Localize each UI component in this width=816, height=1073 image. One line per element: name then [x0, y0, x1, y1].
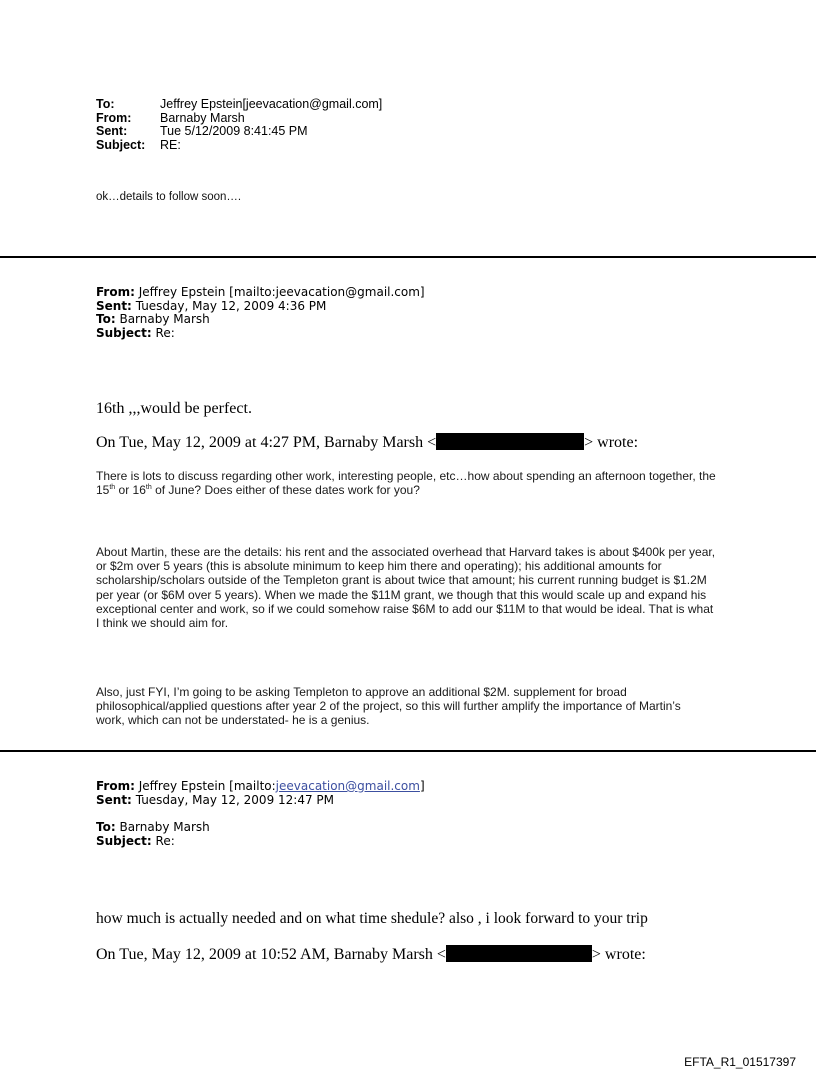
email1-subject-label: Subject: [96, 137, 146, 152]
email3-subject-row [96, 835, 425, 849]
email1-from-label: From: [96, 110, 132, 125]
email1-to-value: Jeffrey Epstein[jeevacation@gmail.com] [160, 97, 383, 111]
email3-from-label: From: [96, 779, 135, 793]
email3-header [96, 780, 425, 848]
email3-to-value: Barnaby Marsh [119, 820, 210, 834]
email2-quote-line [96, 433, 638, 452]
email1-to-row [96, 98, 382, 112]
email2-sent-value: Tuesday, May 12, 2009 4:36 PM [135, 298, 327, 313]
email2-para1 [96, 469, 716, 497]
email1-header [96, 98, 382, 152]
document-id: EFTA_R1_01517397 [684, 1055, 796, 1069]
email1-body: ok…details to follow soon…. [96, 191, 242, 203]
email2-header [96, 286, 425, 340]
email1-subject-row [96, 139, 382, 153]
divider-2 [0, 750, 816, 752]
email1-sent-row [96, 125, 382, 139]
redaction-box [446, 945, 592, 962]
email2-para1-c: of June? Does either of these dates work for you? [151, 483, 420, 498]
email3-from-post: ] [419, 779, 425, 793]
email2-to-label: To: [96, 312, 116, 326]
email1-from-row [96, 112, 382, 126]
email2-para1-a: There is lots to discuss regarding other work, interesting people, etc…how about spending an afternoon together, the 15 [96, 469, 716, 498]
email1-subject-value: RE: [160, 137, 181, 152]
email2-from-label: From: [96, 285, 135, 299]
email2-from-row [96, 286, 425, 300]
email1-sent-label: Sent: [96, 124, 128, 138]
email2-subject-label: Subject: [96, 325, 152, 340]
email2-para1-sup2: th [145, 484, 152, 492]
email3-subject-value: Re: [155, 833, 175, 848]
email3-quote-line [96, 945, 646, 964]
email3-quote-post: > wrote: [591, 946, 646, 963]
email3-sent-value: Tuesday, May 12, 2009 12:47 PM [135, 792, 334, 807]
email3-sent-row [96, 794, 425, 808]
redaction-box [436, 433, 584, 450]
email2-sent-label: Sent: [96, 298, 132, 313]
email1-from-value: Barnaby Marsh [160, 110, 245, 125]
email3-to-row [96, 821, 425, 835]
email2-para1-sup1: th [109, 484, 116, 492]
email3-quote-pre: On Tue, May 12, 2009 at 10:52 AM, Barnaby Marsh < [96, 946, 446, 963]
email3-from-pre: Jeffrey Epstein [mailto: [138, 779, 276, 793]
email2-para2: About Martin, these are the details: his rent and the associated overhead that Harvard takes is about $400k per year, or $2m over 5 years (this is absolute minimum to keep him there and operating); his additional amounts for scholarship/scholars outside of the Templeton grant is about twice that amount; his current running budget is $1.2M per year (or $6M over 5 years). When we made the $11M grant, we though that this would scale up and expand his exceptional center and work, so if we could somehow raise $6M to add our $11M to that would be ideal. That is what I think we should aim for. [96, 545, 716, 631]
email2-reply: 16th ,,,would be perfect. [96, 400, 252, 417]
email3-from-row [96, 780, 425, 794]
email1-sent-value: Tue 5/12/2009 8:41:45 PM [160, 124, 308, 138]
email2-para1-b: or 16 [115, 483, 146, 498]
email3-subject-label: Subject: [96, 833, 152, 848]
email2-from-value: Jeffrey Epstein [mailto:jeevacation@gmail.com] [138, 285, 425, 299]
email2-subject-row [96, 327, 425, 341]
email3-sent-label: Sent: [96, 792, 132, 807]
email2-quote-pre: On Tue, May 12, 2009 at 4:27 PM, Barnaby Marsh < [96, 434, 437, 451]
email2-quote-post: > wrote: [584, 434, 639, 451]
email2-para3: Also, just FYI, I’m going to be asking Templeton to approve an additional $2M. supplement for broad philosophical/applied questions after year 2 of the project, so this will further amplify the importance of Martin’s work, which can not be understated- he is a genius. [96, 685, 681, 728]
email3-header-gap [96, 807, 425, 821]
email3-mailto-link[interactable]: jeevacation@gmail.com [275, 779, 420, 793]
email3-reply: how much is actually needed and on what time shedule? also , i look forward to your trip [96, 910, 648, 927]
email2-sent-row [96, 300, 425, 314]
email3-to-label: To: [96, 820, 116, 834]
email1-to-label: To: [96, 97, 115, 111]
divider-1 [0, 256, 816, 258]
email2-subject-value: Re: [155, 325, 175, 340]
email2-to-row [96, 313, 425, 327]
email2-to-value: Barnaby Marsh [119, 312, 210, 326]
